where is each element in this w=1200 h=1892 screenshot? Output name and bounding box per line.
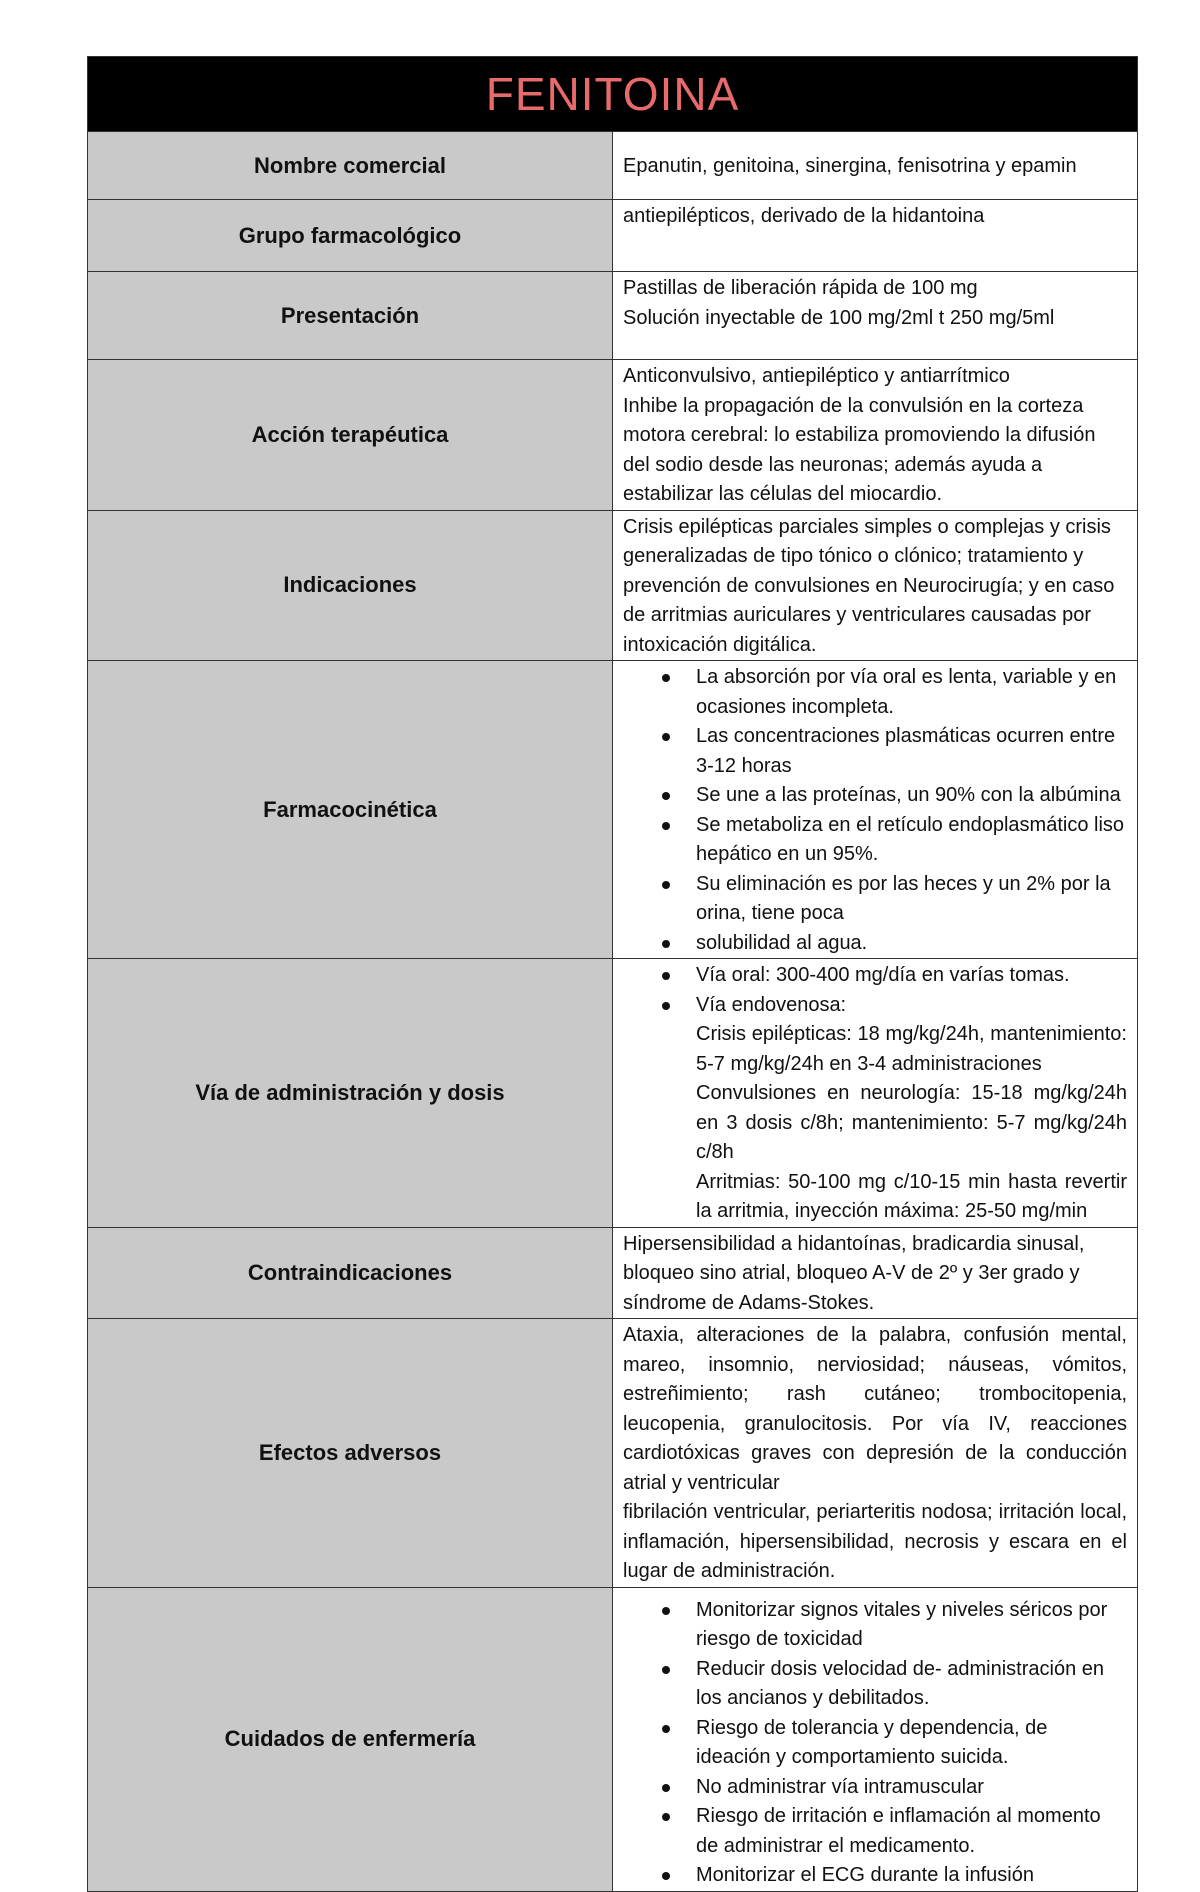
list-item: Riesgo de tolerancia y dependencia, de ideación y comportamiento suicida. bbox=[660, 1714, 1127, 1773]
efectos-line: fibrilación ventricular, periarteritis nodosa; irritación local, inflamación, hipersensibilidad, necrosis y escara en el lugar de administración. bbox=[623, 1501, 1127, 1582]
row-indicaciones bbox=[88, 510, 1138, 661]
list-item: Vía oral: 300-400 mg/día en varías tomas. bbox=[660, 961, 1127, 991]
accion-line: Inhibe la propagación de la convulsión en la corteza motora cerebral: lo estabiliza promoviendo la difusión del sodio desde las neuronas; además ayuda a estabilizar las células del miocardio. bbox=[623, 394, 1096, 505]
label-accion: Acción terapéutica bbox=[88, 360, 613, 511]
row-accion bbox=[88, 360, 1138, 511]
list-item: La absorción por vía oral es lenta, variable y en ocasiones incompleta. bbox=[660, 663, 1127, 722]
via-sub-item: Crisis epilépticas: 18 mg/kg/24h, mantenimiento: 5-7 mg/kg/24h en 3-4 administraciones bbox=[696, 1023, 1127, 1075]
value-accion bbox=[613, 360, 1138, 511]
efectos-line: Ataxia, alteraciones de la palabra, confusión mental, mareo, insomnio, nerviosidad; náuseas, vómitos, estreñimiento; rash cutáneo; trombocitopenia, leucopenia, granulocitosis. Por vía IV, reacciones cardiotóxicas graves con depresión de la conducción atrial y ventricular bbox=[623, 1324, 1127, 1494]
value-grupo: antiepilépticos, derivado de la hidantoina bbox=[613, 200, 1138, 272]
row-cuidados bbox=[88, 1587, 1138, 1891]
list-item: Las concentraciones plasmáticas ocurren entre 3-12 horas bbox=[660, 722, 1127, 781]
list-item: Monitorizar signos vitales y niveles séricos por riesgo de toxicidad bbox=[660, 1596, 1127, 1655]
via-list bbox=[623, 961, 1127, 1020]
title-row bbox=[88, 57, 1138, 132]
drug-sheet bbox=[87, 56, 1138, 1892]
list-item: Vía endovenosa: bbox=[660, 991, 1127, 1021]
list-item: Reducir dosis velocidad de- administración en los ancianos y debilitados. bbox=[660, 1655, 1127, 1714]
value-nombre-comercial: Epanutin, genitoina, sinergina, fenisotrina y epamin bbox=[613, 132, 1138, 200]
title-cell bbox=[88, 57, 1138, 132]
via-sub-item: Convulsiones en neurología: 15-18 mg/kg/24h en 3 dosis c/8h; mantenimiento: 5-7 mg/kg/24h c/8h bbox=[696, 1082, 1127, 1163]
row-contraindicaciones bbox=[88, 1227, 1138, 1319]
label-grupo: Grupo farmacológico bbox=[88, 200, 613, 272]
label-contraindicaciones: Contraindicaciones bbox=[88, 1227, 613, 1319]
row-presentacion bbox=[88, 272, 1138, 360]
label-efectos: Efectos adversos bbox=[88, 1319, 613, 1588]
value-contraindicaciones: Hipersensibilidad a hidantoínas, bradicardia sinusal, bloqueo sino atrial, bloqueo A-V de 2º y 3er grado y síndrome de Adams-Stokes. bbox=[613, 1227, 1138, 1319]
list-item: Se metaboliza en el retículo endoplasmático liso hepático en un 95%. bbox=[660, 811, 1127, 870]
list-item: solubilidad al agua. bbox=[660, 929, 1127, 959]
presentacion-line: Pastillas de liberación rápida de 100 mg bbox=[623, 277, 978, 299]
value-presentacion bbox=[613, 272, 1138, 360]
row-via bbox=[88, 959, 1138, 1228]
list-item: No administrar vía intramuscular bbox=[660, 1773, 1127, 1803]
label-farmacocinetica: Farmacocinética bbox=[88, 661, 613, 959]
via-sub-item: Arritmias: 50-100 mg c/10-15 min hasta revertir la arritmia, inyección máxima: 25-50 mg/min bbox=[696, 1170, 1127, 1222]
row-efectos bbox=[88, 1319, 1138, 1588]
row-grupo bbox=[88, 200, 1138, 272]
value-efectos bbox=[613, 1319, 1138, 1588]
presentacion-line: Solución inyectable de 100 mg/2ml t 250 mg/5ml bbox=[623, 306, 1055, 329]
list-item: Se une a las proteínas, un 90% con la albúmina bbox=[660, 781, 1127, 811]
label-presentacion: Presentación bbox=[88, 272, 613, 360]
list-item: Monitorizar el ECG durante la infusión bbox=[660, 1861, 1127, 1891]
value-indicaciones: Crisis epilépticas parciales simples o complejas y crisis generalizadas de tipo tónico o clónico; tratamiento y prevención de convulsiones en Neurocirugía; y en caso de arritmias auriculares y ventriculares causadas por intoxicación digitálica. bbox=[613, 510, 1138, 661]
label-indicaciones: Indicaciones bbox=[88, 510, 613, 661]
list-item: Su eliminación es por las heces y un 2% por la orina, tiene poca bbox=[660, 870, 1127, 929]
list-item: Riesgo de irritación e inflamación al momento de administrar el medicamento. bbox=[660, 1802, 1127, 1861]
row-nombre-comercial bbox=[88, 132, 1138, 200]
value-cuidados bbox=[613, 1587, 1138, 1891]
label-via: Vía de administración y dosis bbox=[88, 959, 613, 1228]
label-cuidados: Cuidados de enfermería bbox=[88, 1587, 613, 1891]
drug-table bbox=[87, 56, 1138, 1892]
label-nombre-comercial: Nombre comercial bbox=[88, 132, 613, 200]
accion-line: Anticonvulsivo, antiepiléptico y antiarrítmico bbox=[623, 365, 1010, 387]
cuidados-list bbox=[623, 1596, 1127, 1891]
value-via bbox=[613, 959, 1138, 1228]
row-farmacocinetica bbox=[88, 661, 1138, 959]
value-farmacocinetica bbox=[613, 661, 1138, 959]
drug-title: FENITOINA bbox=[485, 68, 740, 120]
farmacocinetica-list bbox=[623, 663, 1127, 958]
